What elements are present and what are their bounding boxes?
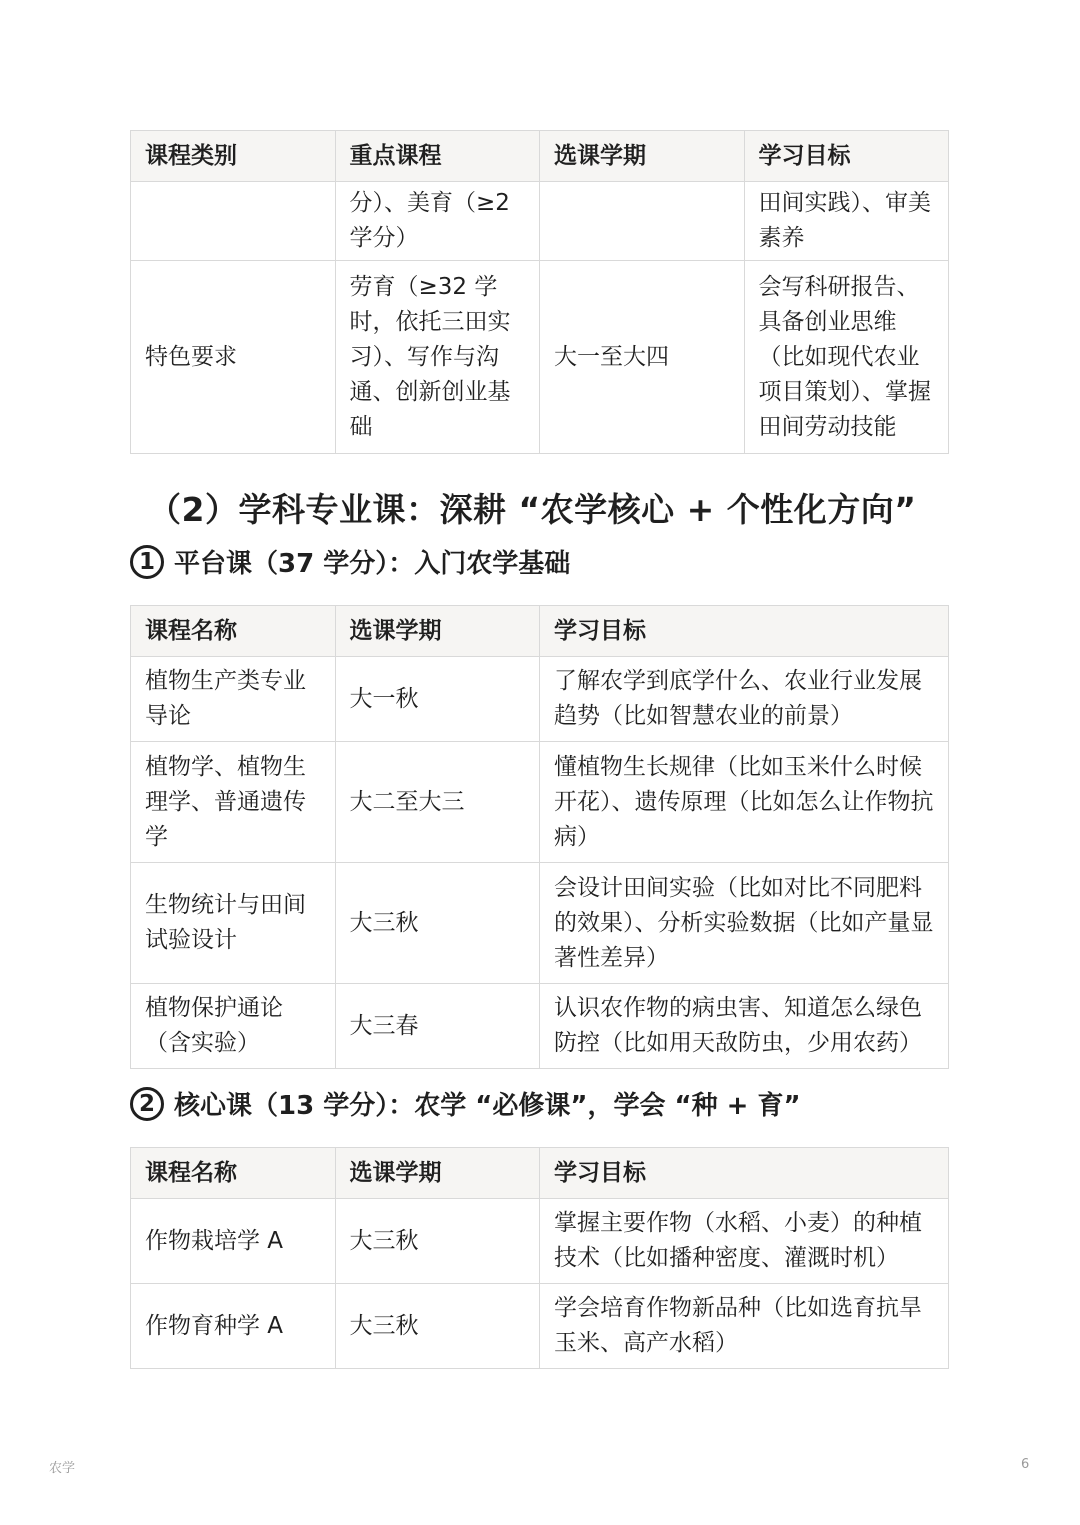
table-cell: 植物学、植物生理学、普通遗传学: [131, 742, 336, 863]
table-header-row: [131, 1148, 949, 1199]
header-cell: 选课学期: [540, 131, 745, 182]
platform-course-table: [130, 605, 949, 1069]
table-cell: [131, 182, 336, 261]
table-cell: 劳育（≥32 学时，依托三田实习）、写作与沟通、创新创业基础: [335, 261, 540, 454]
table-cell: 植物生产类专业导论: [131, 657, 336, 742]
subsection-title: 核心课（13 学分）：农学 “必修课”，学会 “种 + 育”: [174, 1091, 801, 1121]
table-cell: 生物统计与田间试验设计: [131, 863, 336, 984]
table-row: [131, 742, 949, 863]
table-cell: 大一至大四: [540, 261, 745, 454]
circled-number-icon: 2: [130, 1087, 164, 1121]
header-cell: 选课学期: [335, 1148, 540, 1199]
table-cell: 懂植物生长规律（比如玉米什么时候开花）、遗传原理（比如怎么让作物抗病）: [540, 742, 949, 863]
table-cell: 特色要求: [131, 261, 336, 454]
table-row: [131, 863, 949, 984]
table-header-row: [131, 606, 949, 657]
table-cell: 学会培育作物新品种（比如选育抗旱玉米、高产水稻）: [540, 1284, 949, 1369]
table-cell: 田间实践）、审美素养: [744, 182, 949, 261]
header-cell: 学习目标: [744, 131, 949, 182]
table-row: [131, 182, 949, 261]
table-row: [131, 657, 949, 742]
table-cell: 掌握主要作物（水稻、小麦）的种植技术（比如播种密度、灌溉时机）: [540, 1199, 949, 1284]
table-row: [131, 261, 949, 454]
table-cell: [540, 182, 745, 261]
table-cell: 大一秋: [335, 657, 540, 742]
table-row: [131, 1199, 949, 1284]
table-cell: 会写科研报告、具备创业思维（比如现代农业项目策划）、掌握田间劳动技能: [744, 261, 949, 454]
table-cell: 大三春: [335, 984, 540, 1069]
section-heading: （2）学科专业课：深耕 “农学核心 + 个性化方向”: [148, 490, 917, 529]
header-cell: 学习目标: [540, 1148, 949, 1199]
subsection-title: 平台课（37 学分）：入门农学基础: [174, 549, 571, 579]
table-cell: 作物育种学 A: [131, 1284, 336, 1369]
core-course-table: [130, 1147, 949, 1369]
header-cell: 课程类别: [131, 131, 336, 182]
page-number: 6: [1021, 1457, 1030, 1472]
header-cell: 课程名称: [131, 606, 336, 657]
table-row: [131, 1284, 949, 1369]
table-cell: 大三秋: [335, 863, 540, 984]
subsection-heading-core: [130, 1085, 801, 1122]
table-cell: 会设计田间实验（比如对比不同肥料的效果）、分析实验数据（比如产量显著性差异）: [540, 863, 949, 984]
header-cell: 课程名称: [131, 1148, 336, 1199]
table-cell: 了解农学到底学什么、农业行业发展趋势（比如智慧农业的前景）: [540, 657, 949, 742]
table-cell: 大三秋: [335, 1284, 540, 1369]
table-cell: 作物栽培学 A: [131, 1199, 336, 1284]
subsection-heading-platform: [130, 543, 570, 580]
table-cell: 分）、美育（≥2 学分）: [335, 182, 540, 261]
footer-label: 农学: [49, 1461, 76, 1476]
table-header-row: [131, 131, 949, 182]
course-category-table: [130, 130, 949, 454]
table-cell: 大二至大三: [335, 742, 540, 863]
header-cell: 选课学期: [335, 606, 540, 657]
table-cell: 植物保护通论（含实验）: [131, 984, 336, 1069]
table-cell: 认识农作物的病虫害、知道怎么绿色防控（比如用天敌防虫，少用农药）: [540, 984, 949, 1069]
header-cell: 学习目标: [540, 606, 949, 657]
header-cell: 重点课程: [335, 131, 540, 182]
circled-number-icon: 1: [130, 545, 164, 579]
table-cell: 大三秋: [335, 1199, 540, 1284]
table-row: [131, 984, 949, 1069]
